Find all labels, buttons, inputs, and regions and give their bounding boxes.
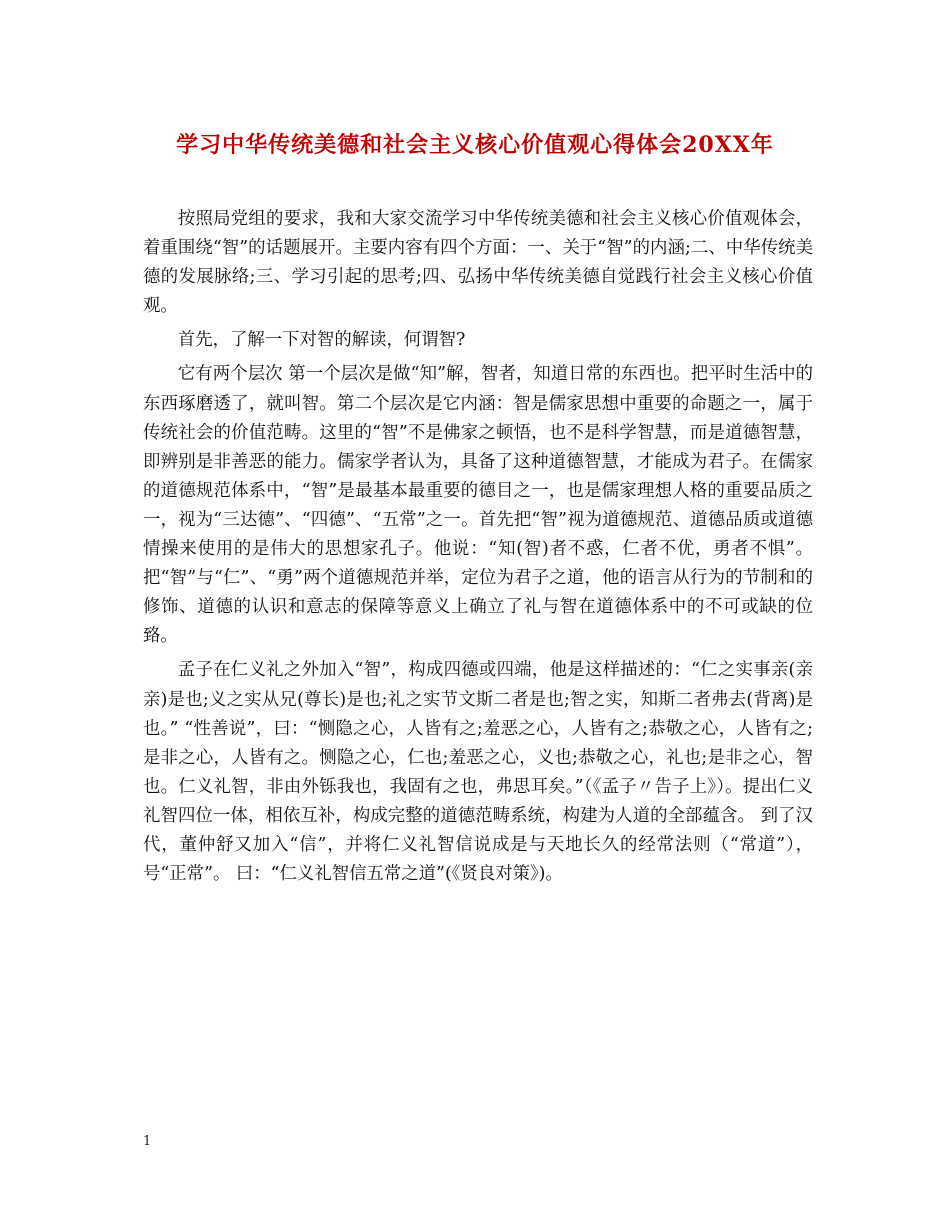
paragraph-mencius: 孟子在仁义礼之外加入“智”，构成四德或四端，他是这样描述的：“仁之实事亲(亲亲)是也;义之实从兄(尊长)是也;礼之实节文斯二者是也;智之实，知斯二者弗去(背离)是也。” “性善说”，曰：“恻隐之心，人皆有之;羞恶之心，人皆有之;恭敬之心，人皆有之;是非之心，人皆有之。恻隐之心，仁也;羞恶之心，义也;恭敬之心，礼也;是非之心，智也。仁义礼智，非由外铄我也，我固有之也，弗思耳矣。”（《孟子〃告子上》）。提出仁义礼智四位一体，相依互补，构成完整的道德范畴系统，构建为人道的全部蕴含。 到了汉代，董仲舒又加入“信”，并将仁义礼智信说成是与天地长久的经常法则（“常道”），号“正常”。 曰：“仁义礼智信五常之道”(《贤良对策》)。 (143, 660, 813, 885)
document-title: 学习中华传统美德和社会主义核心价值观心得体会20XX年 (176, 132, 774, 158)
paragraph-question: 首先，了解一下对智的解读，何谓智? (177, 330, 466, 351)
document-body (143, 205, 813, 889)
page-number: 1 (143, 1134, 152, 1149)
paragraph-two-levels: 它有两个层次 第一个层次是做“知”解，智者，知道日常的东西也。把平时生活中的东西琢磨透了，就叫智。第二个层次是它内涵：智是儒家思想中重要的命题之一，属于传统社会的价值范畴。这里的“智”不是佛家之顿悟，也不是科学智慧，而是道德智慧，即辨别是非善恶的能力。儒家学者认为，具备了这种道德智慧，才能成为君子。在儒家的道德规范体系中，“智”是最基本最重要的德目之一，也是儒家理想人格的重要品质之一，视为“三达德”、“四德”、“五常”之一。首先把“智”视为道德规范、道德品质或道德情操来使用的是伟大的思想家孔子。他说：“知(智)者不惑，仁者不优，勇者不惧”。把“智”与“仁”、“勇”两个道德规范并举，定位为君子之道，他的语言从行为的节制和的修饰、道德的认识和意志的保障等意义上确立了礼与智在道德体系中的不可或缺的位臵。 (143, 364, 813, 647)
paragraph-intro: 按照局党组的要求，我和大家交流学习中华传统美德和社会主义核心价值观体会，着重围绕“智”的话题展开。主要内容有四个方面：一、关于“智”的内涵;二、中华传统美德的发展脉络;三、学习引起的思考;四、弘扬中华传统美德自觉践行社会主义核心价值观。 (143, 209, 813, 317)
